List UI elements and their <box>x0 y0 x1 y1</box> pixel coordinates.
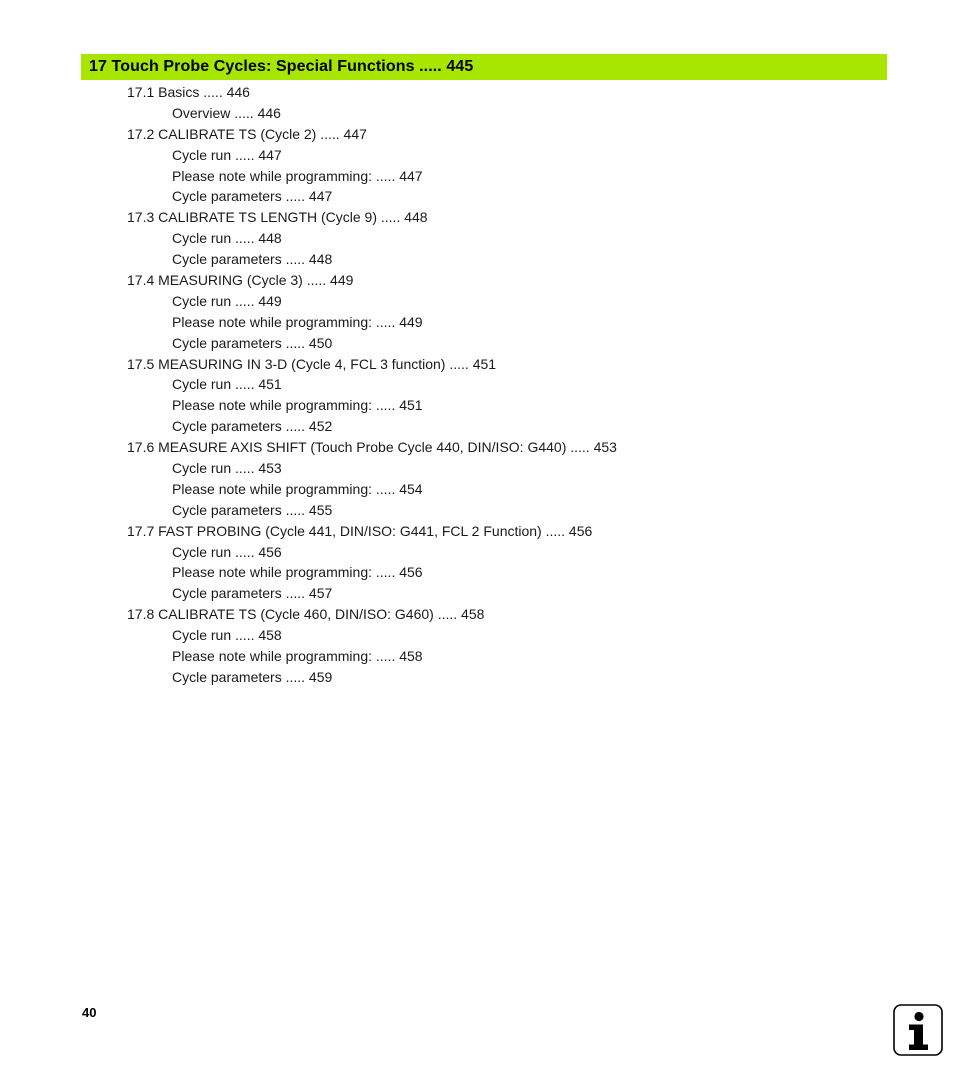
info-icon <box>893 1004 943 1056</box>
page-number: 40 <box>82 1005 97 1020</box>
toc-subsection-entry: Cycle parameters ..... 448 <box>172 251 333 268</box>
chapter-heading-bar <box>81 54 887 80</box>
toc-section-entry: 17.6 MEASURE AXIS SHIFT (Touch Probe Cycle 440, DIN/ISO: G440) ..... 453 <box>127 439 617 456</box>
toc-subsection-entry: Please note while programming: ..... 456 <box>172 564 423 581</box>
toc-section-entry: 17.7 FAST PROBING (Cycle 441, DIN/ISO: G441, FCL 2 Function) ..... 456 <box>127 522 593 539</box>
toc-section-entry: 17.2 CALIBRATE TS (Cycle 2) ..... 447 <box>127 125 367 142</box>
toc-subsection-entry: Please note while programming: ..... 458 <box>172 648 423 665</box>
toc-section-entry: 17.8 CALIBRATE TS (Cycle 460, DIN/ISO: G460) ..... 458 <box>127 606 485 623</box>
toc-subsection-entry: Cycle parameters ..... 450 <box>172 334 333 351</box>
toc-subsection-entry: Please note while programming: ..... 451 <box>172 397 423 414</box>
toc-subsection-entry: Please note while programming: ..... 449 <box>172 313 423 330</box>
toc-subsection-entry: Cycle run ..... 453 <box>172 460 282 477</box>
toc-subsection-entry: Overview ..... 446 <box>172 104 281 121</box>
toc-section-entry: 17.1 Basics ..... 446 <box>127 84 250 100</box>
toc-section-entry: 17.5 MEASURING IN 3-D (Cycle 4, FCL 3 function) ..... 451 <box>127 355 497 372</box>
toc-subsection-entry: Cycle parameters ..... 459 <box>172 668 333 685</box>
table-of-contents <box>127 82 617 688</box>
toc-subsection-entry: Please note while programming: ..... 454 <box>172 480 423 497</box>
toc-section-entry: 17.4 MEASURING (Cycle 3) ..... 449 <box>127 272 354 289</box>
toc-subsection-entry: Cycle run ..... 447 <box>172 146 282 163</box>
toc-subsection-entry: Cycle run ..... 458 <box>172 627 282 644</box>
toc-subsection-entry: Cycle parameters ..... 455 <box>172 501 333 518</box>
toc-subsection-entry: Cycle run ..... 456 <box>172 543 282 560</box>
chapter-title: 17 Touch Probe Cycles: Special Functions ..... 445 <box>89 58 474 75</box>
toc-subsection-entry: Cycle run ..... 449 <box>172 292 282 309</box>
toc-subsection-entry: Cycle parameters ..... 447 <box>172 188 333 205</box>
toc-subsection-entry: Please note while programming: ..... 447 <box>172 167 423 184</box>
toc-subsection-entry: Cycle run ..... 448 <box>172 230 282 247</box>
toc-section-entry: 17.3 CALIBRATE TS LENGTH (Cycle 9) ..... 448 <box>127 209 428 226</box>
toc-subsection-entry: Cycle parameters ..... 452 <box>172 418 333 435</box>
toc-subsection-entry: Cycle parameters ..... 457 <box>172 585 333 602</box>
toc-subsection-entry: Cycle run ..... 451 <box>172 376 282 393</box>
